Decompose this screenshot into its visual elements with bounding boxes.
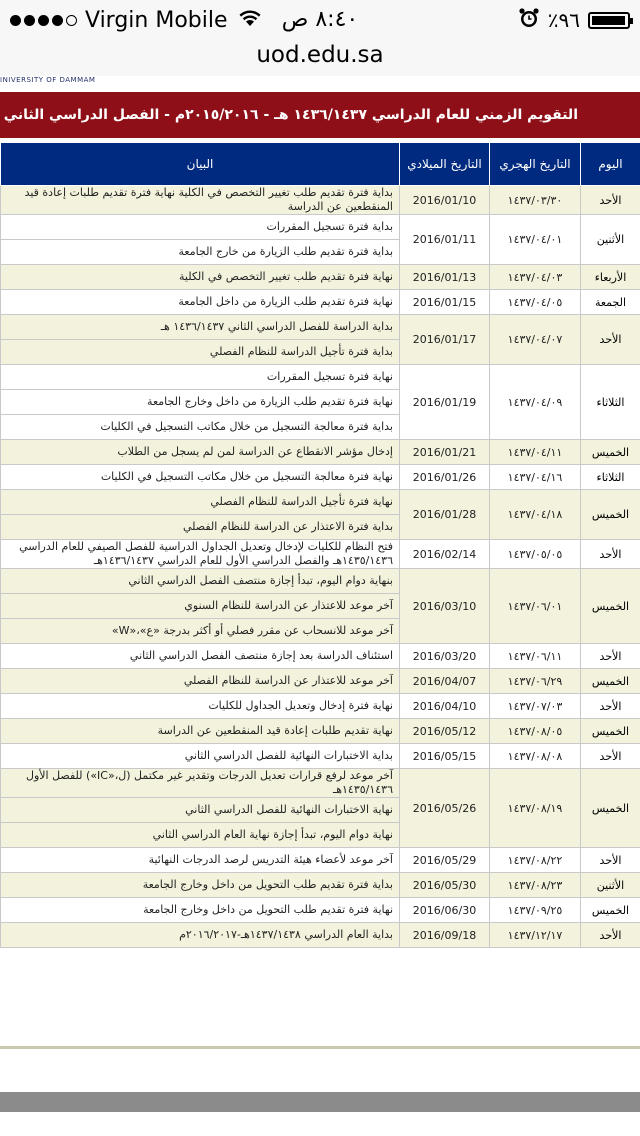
table-row [1,290,640,315]
status-bar [0,0,640,40]
site-logo-fragment[interactable]: INIVERSITY OF DAMMAM [0,76,96,84]
table-row [1,873,640,898]
day-cell: الأثنين [581,215,640,265]
table-row [1,569,640,594]
gregorian-date-cell: 2016/01/28 [400,490,490,540]
table-row [1,465,640,490]
gregorian-date-cell: 2016/05/30 [400,873,490,898]
description-cell: نهاية فترة تقديم طلب الزيارة من داخل الجامعة [1,290,400,315]
table-row [1,215,640,240]
table-row [1,365,640,390]
gregorian-date-cell: 2016/03/10 [400,569,490,644]
hijri-date-cell: ١٤٣٧/٠٨/١٩ [490,769,581,848]
day-cell: الثلاثاء [581,365,640,440]
hijri-date-cell: ١٤٣٧/٠٦/١١ [490,644,581,669]
description-cell: نهاية فترة تسجيل المقررات [1,365,400,390]
gregorian-date-cell: 2016/01/11 [400,215,490,265]
table-header-row [1,143,640,186]
gregorian-date-cell: 2016/01/17 [400,315,490,365]
day-cell: الأحد [581,315,640,365]
calendar-table-wrapper [0,142,640,948]
hijri-date-cell: ١٤٣٧/٠٤/٠٣ [490,265,581,290]
hijri-date-cell: ١٤٣٧/٠٦/٠١ [490,569,581,644]
day-cell: الخميس [581,440,640,465]
hijri-date-cell: ١٤٣٧/٠٤/٠٩ [490,365,581,440]
gregorian-date-cell: 2016/02/14 [400,540,490,569]
table-row [1,315,640,340]
hijri-date-cell: ١٤٣٧/٠٦/٢٩ [490,669,581,694]
alarm-clock-icon [518,7,540,33]
hijri-date-cell: ١٤٣٧/٠٤/٠٥ [490,290,581,315]
description-cell: نهاية فترة تقديم طلب تغيير التخصص في الكلية [1,265,400,290]
hijri-date-cell: ١٤٣٧/٠٤/١٦ [490,465,581,490]
gregorian-date-cell: 2016/03/20 [400,644,490,669]
table-row [1,848,640,873]
table-row [1,898,640,923]
hijri-date-cell: ١٤٣٧/٠٥/٠٥ [490,540,581,569]
hijri-date-cell: ١٤٣٧/٠٤/٠١ [490,215,581,265]
gregorian-date-cell: 2016/09/18 [400,923,490,948]
description-cell: بداية فترة الاعتذار عن الدراسة للنظام الفصلي [1,515,400,540]
footer-band [0,1092,640,1112]
gregorian-date-cell: 2016/01/10 [400,186,490,215]
table-row [1,694,640,719]
table-row [1,440,640,465]
academic-calendar-table [0,142,640,948]
gregorian-date-cell: 2016/01/15 [400,290,490,315]
description-cell: نهاية فترة تقديم طلب التحويل من داخل وخارج الجامعة [1,898,400,923]
description-cell: بداية فترة تقديم طلب التحويل من داخل وخارج الجامعة [1,873,400,898]
table-row [1,744,640,769]
table-row [1,644,640,669]
description-cell: بداية الدراسة للفصل الدراسي الثاني ١٤٣٦/١٤٣٧ هـ [1,315,400,340]
table-row [1,186,640,215]
signal-strength-icon [10,15,77,26]
gregorian-date-cell: 2016/01/19 [400,365,490,440]
header-day: اليوم [581,143,640,186]
description-cell: بداية فترة تقديم طلب تغيير التخصص في الكلية نهاية فترة تقديم طلبات إعادة قيد المنقطعين عن الدراسة [1,186,400,215]
hijri-date-cell: ١٤٣٧/٠٩/٢٥ [490,898,581,923]
header-gregorian-date: التاريخ الميلادي [400,143,490,186]
description-cell: بداية فترة تقديم طلب الزيارة من خارج الجامعة [1,240,400,265]
gregorian-date-cell: 2016/04/07 [400,669,490,694]
day-cell: الأحد [581,923,640,948]
day-cell: الأحد [581,186,640,215]
day-cell: الخميس [581,490,640,540]
table-row [1,490,640,515]
hijri-date-cell: ١٤٣٧/٠٤/١٨ [490,490,581,540]
hijri-date-cell: ١٤٣٧/٠٨/٢٣ [490,873,581,898]
table-row [1,265,640,290]
hijri-date-cell: ١٤٣٧/٠٧/٠٣ [490,694,581,719]
day-cell: الأحد [581,848,640,873]
description-cell: بداية العام الدراسي ١٤٣٧/١٤٣٨هـ-٢٠١٦/٢٠١٧م [1,923,400,948]
battery-icon [588,12,630,29]
description-cell: بداية فترة تسجيل المقررات [1,215,400,240]
gregorian-date-cell: 2016/05/15 [400,744,490,769]
description-cell: نهاية تقديم طلبات إعادة قيد المنقطعين عن الدراسة [1,719,400,744]
gregorian-date-cell: 2016/05/29 [400,848,490,873]
table-row [1,669,640,694]
status-left [10,6,262,34]
table-row [1,923,640,948]
description-cell: نهاية فترة تقديم طلب الزيارة من داخل وخارج الجامعة [1,390,400,415]
description-cell: نهاية الاختبارات النهائية للفصل الدراسي الثاني [1,798,400,823]
gregorian-date-cell: 2016/06/30 [400,898,490,923]
description-cell: إدخال مؤشر الانقطاع عن الدراسة لمن لم يسجل من الطلاب [1,440,400,465]
description-cell: آخر موعد للاعتذار عن الدراسة للنظام الفصلي [1,669,400,694]
site-header-strip [0,76,640,88]
gregorian-date-cell: 2016/01/26 [400,465,490,490]
description-cell: بداية فترة تأجيل الدراسة للنظام الفصلي [1,340,400,365]
gregorian-date-cell: 2016/05/12 [400,719,490,744]
day-cell: الأحد [581,694,640,719]
table-row [1,540,640,569]
description-cell: آخر موعد لأعضاء هيئة التدريس لرصد الدرجات النهائية [1,848,400,873]
header-hijri-date: التاريخ الهجري [490,143,581,186]
bottom-divider [0,1046,640,1049]
description-cell: نهاية فترة تأجيل الدراسة للنظام الفصلي [1,490,400,515]
hijri-date-cell: ١٤٣٧/١٢/١٧ [490,923,581,948]
hijri-date-cell: ١٤٣٧/٠٤/١١ [490,440,581,465]
gregorian-date-cell: 2016/01/21 [400,440,490,465]
day-cell: الخميس [581,669,640,694]
day-cell: الخميس [581,769,640,848]
day-cell: الثلاثاء [581,465,640,490]
description-cell: نهاية فترة معالجة التسجيل من خلال مكاتب التسجيل في الكليات [1,465,400,490]
page-title: التقويم الزمني للعام الدراسي ١٤٣٦/١٤٣٧ هـ - ٢٠١٥/٢٠١٦م - الفصل الدراسي الثاني [0,92,640,138]
hijri-date-cell: ١٤٣٧/٠٨/٢٢ [490,848,581,873]
address-bar[interactable]: uod.edu.sa [0,40,640,76]
hijri-date-cell: ١٤٣٧/٠٨/٠٥ [490,719,581,744]
status-time: ٨:٤٠ ص [281,7,359,32]
description-cell: بداية الاختبارات النهائية للفصل الدراسي الثاني [1,744,400,769]
day-cell: الخميس [581,719,640,744]
hijri-date-cell: ١٤٣٧/٠٣/٣٠ [490,186,581,215]
day-cell: الأحد [581,540,640,569]
day-cell: الأحد [581,644,640,669]
day-cell: الجمعة [581,290,640,315]
description-cell: آخر موعد للاعتذار عن الدراسة للنظام السنوي [1,594,400,619]
wifi-icon [238,9,262,31]
description-cell: استئناف الدراسة بعد إجازة منتصف الفصل الدراسي الثاني [1,644,400,669]
description-cell: فتح النظام للكليات لإدخال وتعديل الجداول الدراسية للفصل الصيفي للعام الدراسي ١٤٣٥/١٤٣٦هـ والفصل الدراسي الأول للعام الدراسي ١٤٣٦/١٤٣٧هـ [1,540,400,569]
status-right [518,6,630,34]
battery-level [592,16,625,25]
day-cell: الخميس [581,569,640,644]
hijri-date-cell: ١٤٣٧/٠٤/٠٧ [490,315,581,365]
description-cell: بداية فترة معالجة التسجيل من خلال مكاتب التسجيل في الكليات [1,415,400,440]
header-description: البيان [1,143,400,186]
hijri-date-cell: ١٤٣٧/٠٨/٠٨ [490,744,581,769]
battery-percentage: ٪٩٦ [547,8,580,32]
description-cell: آخر موعد للانسحاب عن مقرر فصلي أو أكثر بدرجة «ع»،«W» [1,619,400,644]
description-cell: نهاية فترة إدخال وتعديل الجداول للكليات [1,694,400,719]
day-cell: الأربعاء [581,265,640,290]
carrier-name: Virgin Mobile [85,7,228,33]
signal-dot [66,15,77,26]
table-row [1,769,640,798]
description-cell: نهاية دوام اليوم، تبدأ إجازة نهاية العام الدراسي الثاني [1,823,400,848]
table-row [1,719,640,744]
gregorian-date-cell: 2016/01/13 [400,265,490,290]
description-cell: آخر موعد لرفع قرارات تعديل الدرجات وتقدير غير مكتمل (ل،«IC») للفصل الأول ١٤٣٥/١٤٣٦هـ [1,769,400,798]
day-cell: الأحد [581,744,640,769]
signal-dot [10,15,21,26]
signal-dot [24,15,35,26]
day-cell: الخميس [581,898,640,923]
description-cell: بنهاية دوام اليوم، تبدأ إجازة منتصف الفصل الدراسي الثاني [1,569,400,594]
signal-dot [52,15,63,26]
gregorian-date-cell: 2016/05/26 [400,769,490,848]
gregorian-date-cell: 2016/04/10 [400,694,490,719]
day-cell: الأثنين [581,873,640,898]
signal-dot [38,15,49,26]
